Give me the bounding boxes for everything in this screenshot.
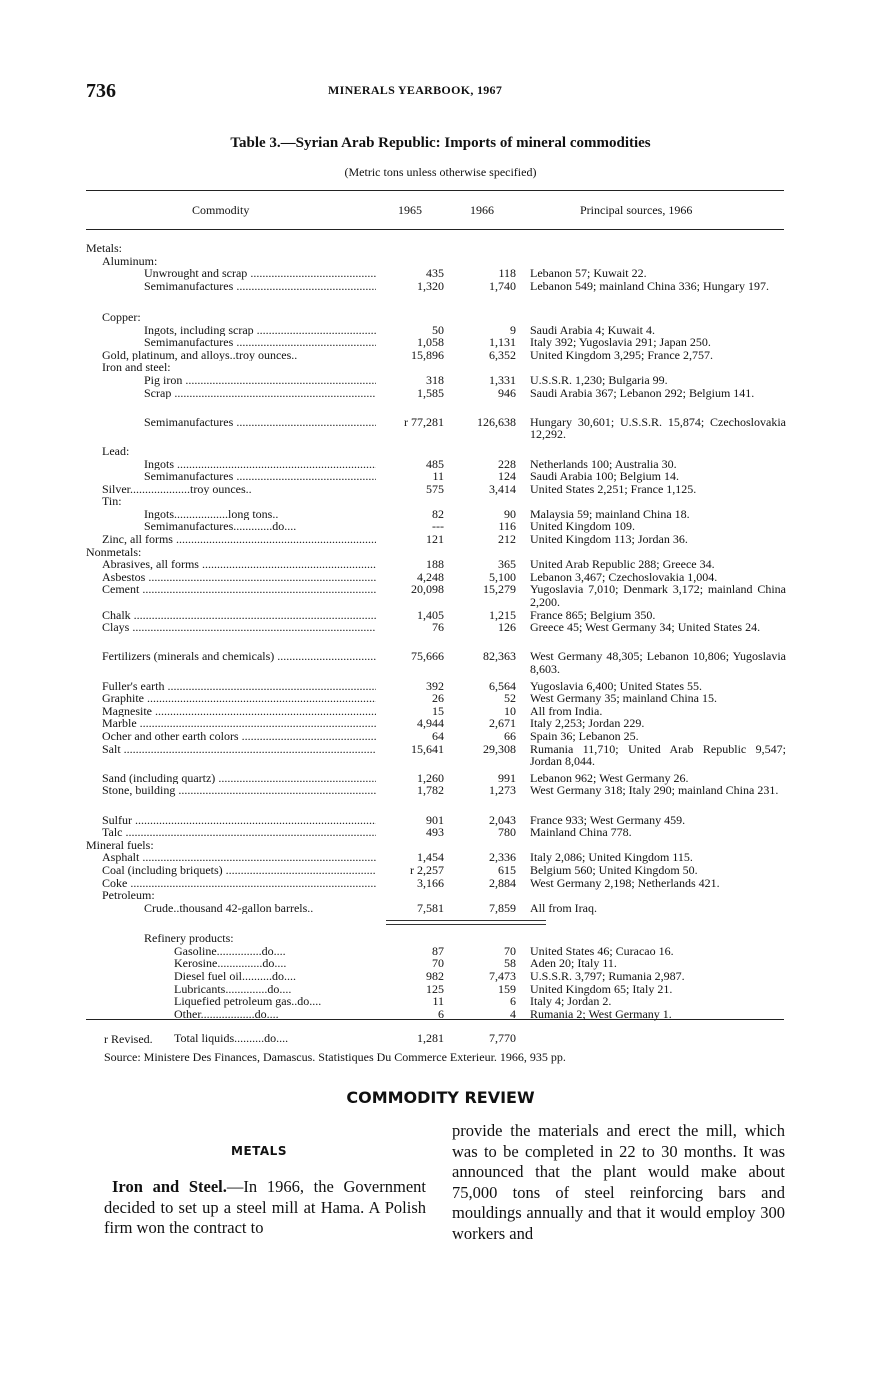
table-row [86,970,796,983]
commodity-cell: Total liquids..........do.... [174,1032,289,1046]
sources-cell: Lebanon 962; West Germany 26. [530,770,689,785]
sources-cell: Italy 4; Jordan 2. [530,994,612,1009]
sources-cell: Saudi Arabia 100; Belgium 14. [530,469,679,484]
commodity-cell: Talc ..... [102,826,376,839]
sources-cell: Malaysia 59; mainland China 18. [530,506,690,521]
value-1966-cell: 58 [504,956,516,971]
value-1965-cell: 87 [432,943,444,958]
value-1965-cell: --- [432,519,444,534]
value-1965-cell: 82 [432,506,444,521]
value-1966-cell: 1,740 [489,278,516,293]
commodity-cell: Iron and steel: [102,361,171,374]
table-row [86,583,796,608]
paragraph-lead: Iron and Steel. [112,1177,227,1196]
commodity-cell: Nonmetals: [86,545,142,559]
value-1966-cell: 70 [504,943,516,958]
sources-cell: Mainland China 778. [530,825,632,840]
commodity-cell: Zinc, all forms ..... [102,533,376,546]
table-row [86,730,796,743]
value-1966-cell: 7,859 [489,900,516,915]
table-row [86,495,796,508]
commodity-cell: Petroleum: [102,889,155,902]
commodity-cell: Coke ..... [102,877,376,890]
paragraph-right: provide the materials and erect the mill, which was to be completed in 22 to 30 months. It was announced that the plant would make about 75,000 tons of steel reinforcing bars and mouldings annually and that it would employ 300 workers and [452,1121,785,1243]
value-1966-cell: 2,043 [489,812,516,827]
value-1966-cell: 1,215 [489,607,516,622]
value-1966-cell: 126 [498,620,516,635]
commodity-cell: Liquefied petroleum gas..do.... [174,995,322,1008]
sources-cell: France 933; West Germany 459. [530,812,686,827]
commodity-cell: Tin: [102,495,122,508]
value-1965-cell: 15 [432,703,444,718]
commodity-cell: Crude..thousand 42-gallon barrels.. [144,901,314,915]
table-row [86,877,796,890]
value-1966-cell: 6 [510,994,516,1009]
table-row [86,692,796,705]
value-1966-cell: 29,308 [483,741,516,756]
value-1966-cell: 124 [498,469,516,484]
value-1965-cell: 11 [432,469,444,484]
commodity-cell: Pig iron ..... [144,374,376,387]
value-1965-cell: 1,782 [417,783,444,798]
value-1966-cell: 4 [510,1006,516,1021]
table-row [86,336,796,349]
commodity-cell: Abrasives, all forms ..... [102,558,376,571]
table-row [86,864,796,877]
commodity-cell: Fuller's earth ..... [102,680,376,693]
commodity-cell: Ingots..................long tons.. [144,507,279,521]
value-1965-cell: 901 [426,812,444,827]
commodity-cell: Magnesite ..... [102,705,376,718]
page-number: 736 [86,80,116,102]
value-1966-cell: 66 [504,728,516,743]
sources-cell: Yugoslavia 6,400; United States 55. [530,678,702,693]
commodity-cell: Silver....................troy ounces.. [102,482,252,496]
table-row [86,533,796,546]
value-1965-cell: 318 [426,372,444,387]
sources-cell: Belgium 560; United Kingdom 50. [530,862,698,877]
sources-cell: United Kingdom 3,295; France 2,757. [530,347,713,362]
table-row [86,650,796,675]
commodity-cell: Marble ..... [102,717,376,730]
sources-cell: All from India. [530,703,603,718]
value-1965-cell: 70 [432,956,444,971]
value-1966-cell: 116 [498,519,516,534]
value-1966-cell: 1,131 [489,335,516,350]
commodity-cell: Copper: [102,310,141,324]
table-row [86,902,796,915]
value-1965-cell: 493 [426,825,444,840]
value-1965-cell: 26 [432,691,444,706]
sources-cell: Aden 20; Italy 11. [530,956,617,971]
column-header-1966: 1966 [470,203,494,217]
value-1966-cell: 615 [498,862,516,877]
table-row [86,621,796,646]
value-1966-cell: 212 [498,532,516,547]
sources-cell: U.S.S.R. 3,797; Rumania 2,987. [530,969,685,984]
commodity-cell: Semimanufactures ..... [144,416,376,429]
sources-cell: Greece 45; West Germany 34; United States 24. [530,620,761,635]
paragraph-left-text: —In 1966, the Government decided to set up a steel mill at Hama. A Polish firm won the contract to [104,1177,426,1237]
sources-cell: Spain 36; Lebanon 25. [530,728,639,743]
table-row [86,932,796,945]
value-1965-cell: 392 [426,678,444,693]
commodity-cell: Kerosine...............do.... [174,957,287,971]
value-1965-cell: 20,098 [411,582,444,597]
sources-cell: United States 46; Curacao 16. [530,943,674,958]
commodity-cell: Ocher and other earth colors ..... [102,730,376,743]
value-1965-cell: r 77,281 [404,414,444,429]
column-header-1965: 1965 [398,203,422,217]
value-1965-cell: 3,166 [417,875,444,890]
table-row [86,784,796,809]
column-header-commodity: Commodity [192,203,250,217]
commodity-cell: Sand (including quartz) ..... [102,772,376,785]
sources-cell: U.S.S.R. 1,230; Bulgaria 99. [530,372,668,387]
value-1966-cell: 6,352 [489,347,516,362]
sources-cell: Rumania 11,710; United Arab Republic 9,547; Jordan 8,044. [530,741,786,769]
table-row [86,267,796,280]
value-1965-cell: 1,454 [417,850,444,865]
table-row [86,1032,796,1045]
paragraph-left [104,1177,426,1239]
value-1966-cell: 991 [498,770,516,785]
value-1966-cell: 7,770 [489,1031,516,1046]
value-1966-cell: 2,884 [489,875,516,890]
commodity-cell: Asphalt ..... [102,851,376,864]
sources-cell: United Kingdom 65; Italy 21. [530,981,673,996]
table-row [86,280,796,305]
value-1966-cell: 2,336 [489,850,516,865]
value-1965-cell: 15,641 [411,741,444,756]
table-header-rule [86,229,784,230]
table-body [86,242,796,1045]
commodity-cell: Coal (including briquets) ..... [102,864,376,877]
table-row [86,470,796,483]
section-heading: COMMODITY REVIEW [346,1088,535,1107]
commodity-cell: Ingots, including scrap ..... [144,324,376,337]
value-1965-cell: 50 [432,322,444,337]
sources-cell: West Germany 318; Italy 290; mainland China 231. [530,783,779,798]
table-row [86,374,796,387]
value-1966-cell: 5,100 [489,569,516,584]
commodity-cell: Scrap ..... [144,387,376,400]
subsection-heading: METALS [231,1144,287,1158]
commodity-cell: Semimanufactures.............do.... [144,520,297,534]
sources-cell: Lebanon 3,467; Czechoslovakia 1,004. [530,569,718,584]
value-1965-cell: 575 [426,481,444,496]
value-1965-cell: 125 [426,981,444,996]
commodity-cell: Lubricants..............do.... [174,982,292,996]
sources-cell: All from Iraq. [530,900,597,915]
value-1966-cell: 90 [504,506,516,521]
commodity-cell: Other..................do.... [174,1007,279,1021]
commodity-cell: Gasoline...............do.... [174,944,286,958]
commodity-cell: Fertilizers (minerals and chemicals) ..... [102,650,376,663]
sources-cell: United Kingdom 113; Jordan 36. [530,532,688,547]
value-1966-cell: 118 [498,266,516,281]
commodity-cell: Unwrought and scrap ..... [144,267,376,280]
footnote-revised: r Revised. [104,1032,153,1046]
commodity-cell: Chalk ..... [102,609,376,622]
sources-cell: United Arab Republic 288; Greece 34. [530,557,715,572]
value-1966-cell: 52 [504,691,516,706]
commodity-cell: Diesel fuel oil..........do.... [174,970,296,983]
value-1965-cell: 7,581 [417,900,444,915]
value-1965-cell: 11 [432,994,444,1009]
value-1966-cell: 1,273 [489,783,516,798]
commodity-cell: Semimanufactures ..... [144,336,376,349]
table-row [86,743,796,768]
commodity-cell: Cement ..... [102,583,376,596]
value-1966-cell: 7,473 [489,969,516,984]
value-1965-cell: 435 [426,266,444,281]
column-header-sources: Principal sources, 1966 [580,203,693,217]
value-1966-cell: 1,331 [489,372,516,387]
value-1966-cell: 3,414 [489,481,516,496]
value-1965-cell: 121 [426,532,444,547]
value-1966-cell: 82,363 [483,649,516,664]
table-row [86,826,796,839]
commodity-cell: Lead: [102,444,130,458]
value-1965-cell: 75,666 [411,649,444,664]
value-1965-cell: 485 [426,456,444,471]
value-1966-cell: 10 [504,703,516,718]
sources-cell: France 865; Belgium 350. [530,607,656,622]
value-1965-cell: 6 [438,1006,444,1021]
table-subtitle: (Metric tons unless otherwise specified) [344,165,537,179]
commodity-cell: Salt ..... [102,743,376,756]
sources-cell: Netherlands 100; Australia 30. [530,456,677,471]
value-1965-cell: 76 [432,620,444,635]
value-1965-cell: 1,405 [417,607,444,622]
sources-cell: Italy 2,253; Jordan 229. [530,716,645,731]
commodity-cell: Semimanufactures ..... [144,280,376,293]
table-row [86,483,796,496]
commodity-cell: Stone, building ..... [102,784,376,797]
value-1965-cell: 4,944 [417,716,444,731]
value-1965-cell: 1,058 [417,335,444,350]
sources-cell: Lebanon 57; Kuwait 22. [530,266,647,281]
commodity-cell: Metals: [86,242,122,255]
table-row [86,416,796,441]
sources-cell: West Germany 48,305; Lebanon 10,806; Yugoslavia 8,603. [530,649,786,676]
value-1966-cell: 780 [498,825,516,840]
sources-cell: United States 2,251; France 1,125. [530,481,697,496]
sources-cell: Italy 392; Yugoslavia 291; Japan 250. [530,335,711,350]
table-row [86,889,796,902]
value-1966-cell: 159 [498,981,516,996]
value-1966-cell: 6,564 [489,678,516,693]
double-rule-separator [386,920,546,925]
table-row [86,349,796,362]
table-row [86,995,796,1008]
value-1966-cell: 946 [498,385,516,400]
value-1966-cell: 228 [498,456,516,471]
commodity-cell: Semimanufactures ..... [144,470,376,483]
value-1965-cell: r 2,257 [410,862,444,877]
table-row [86,242,796,255]
table-row [86,311,796,324]
table-title: Table 3.—Syrian Arab Republic: Imports of mineral commodities [230,135,651,151]
sources-cell: Lebanon 549; mainland China 336; Hungary 197. [530,278,769,293]
commodity-cell: Graphite ..... [102,692,376,705]
commodity-cell: Gold, platinum, and alloys..troy ounces.. [102,348,298,362]
table-row [86,387,796,412]
table-row [86,558,796,571]
value-1966-cell: 9 [510,322,516,337]
table-bottom-rule [86,1019,784,1020]
value-1965-cell: 1,260 [417,770,444,785]
commodity-cell: Aluminum: [102,254,158,268]
value-1965-cell: 1,281 [417,1031,444,1046]
sources-cell: Italy 2,086; United Kingdom 115. [530,850,693,865]
table-row [86,445,796,458]
sources-cell: Saudi Arabia 367; Lebanon 292; Belgium 141. [530,385,755,400]
value-1966-cell: 2,671 [489,716,516,731]
value-1965-cell: 1,585 [417,385,444,400]
commodity-cell: Asbestos ..... [102,571,376,584]
sources-cell: West Germany 2,198; Netherlands 421. [530,875,720,890]
sources-cell: Rumania 2; West Germany 1. [530,1006,672,1021]
commodity-cell: Mineral fuels: [86,838,154,852]
value-1965-cell: 982 [426,969,444,984]
value-1965-cell: 1,320 [417,278,444,293]
sources-cell: Yugoslavia 7,010; Denmark 3,172; mainland China 2,200. [530,582,786,610]
value-1966-cell: 126,638 [477,414,516,429]
value-1965-cell: 4,248 [417,569,444,584]
value-1966-cell: 15,279 [483,582,516,597]
table-top-rule [86,190,784,191]
sources-cell: West Germany 35; mainland China 15. [530,691,717,706]
sources-cell: United Kingdom 109. [530,519,635,534]
value-1965-cell: 188 [426,557,444,572]
sources-cell: Saudi Arabia 4; Kuwait 4. [530,322,655,337]
running-title: MINERALS YEARBOOK, 1967 [328,83,503,97]
source-note: Source: Ministere Des Finances, Damascus. Statistiques Du Commerce Exterieur. 1966, 935 pp. [104,1050,566,1064]
commodity-cell: Refinery products: [144,932,234,945]
value-1966-cell: 365 [498,557,516,572]
value-1965-cell: 15,896 [411,347,444,362]
commodity-cell: Sulfur ..... [102,814,376,827]
sources-cell: Hungary 30,601; U.S.S.R. 15,874; Czechoslovakia 12,292. [530,414,786,442]
value-1965-cell: 64 [432,728,444,743]
commodity-cell: Ingots ..... [144,458,376,471]
commodity-cell: Clays ..... [102,621,376,634]
